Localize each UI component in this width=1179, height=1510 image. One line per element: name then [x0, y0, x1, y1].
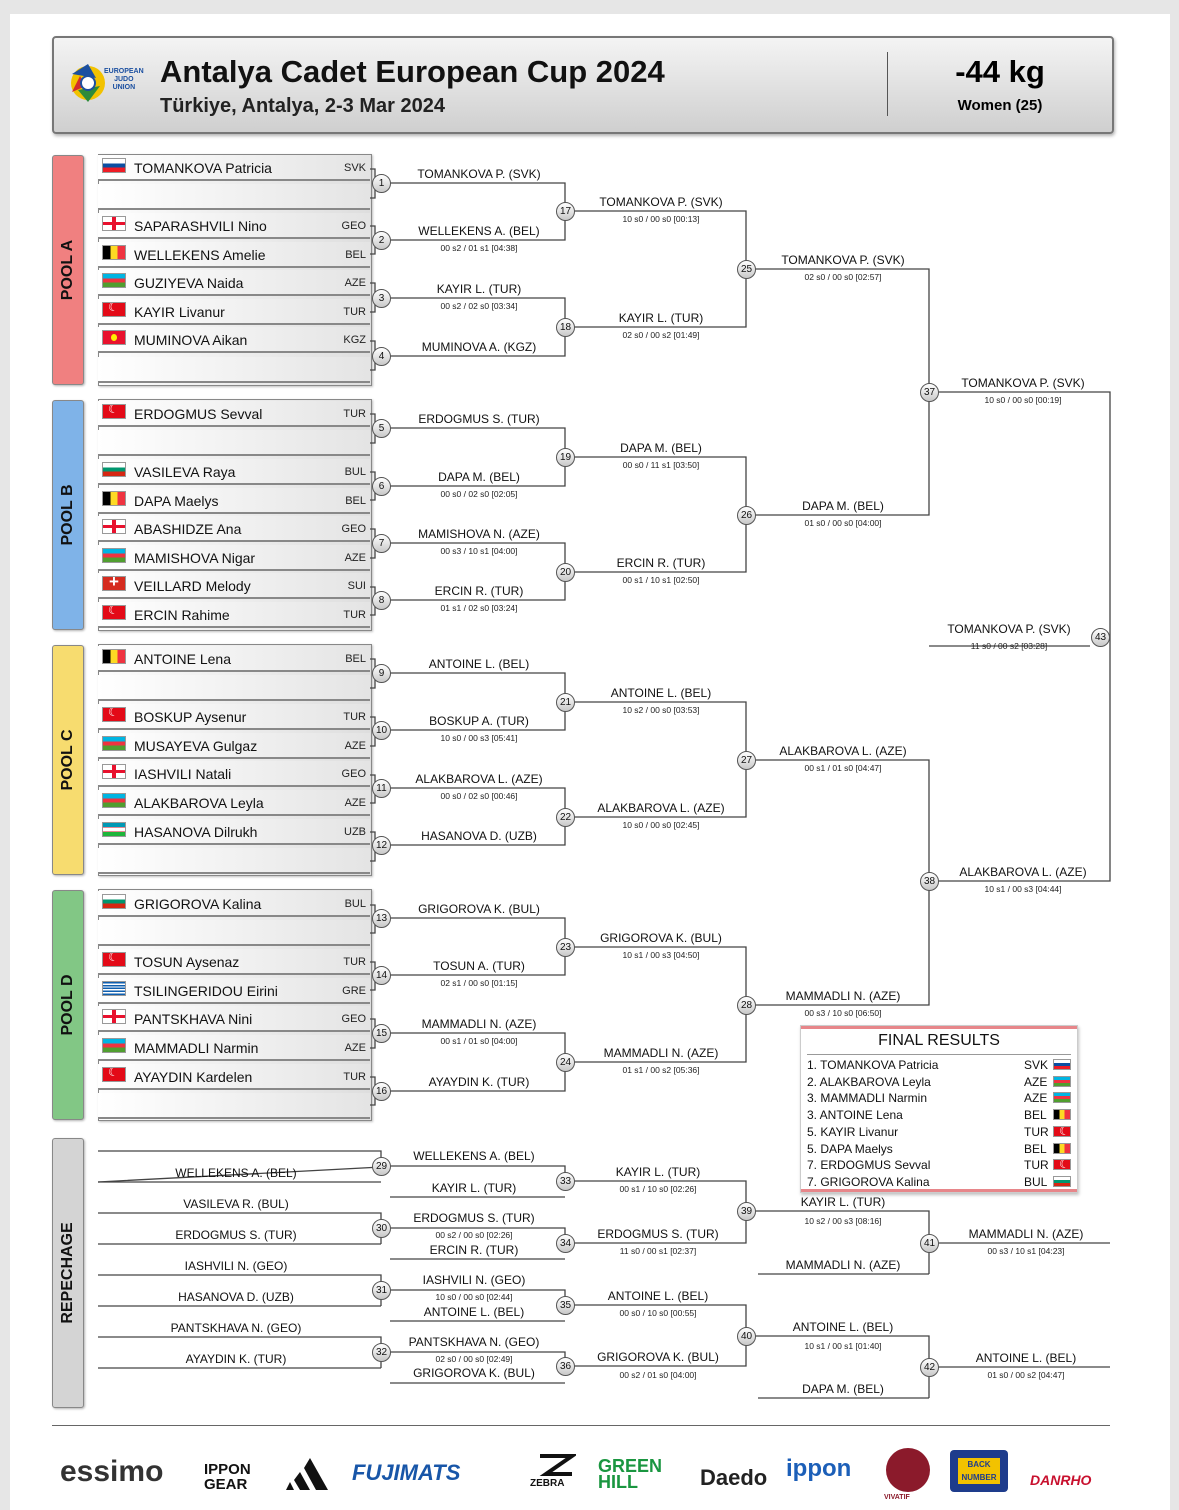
match-score: 00 s1 / 01 s0 [04:47]: [804, 763, 882, 773]
match-winner: ERDOGMUS S. (TUR): [418, 412, 540, 426]
bracket-line: [938, 637, 1110, 881]
match-winner: ERCIN R. (TUR): [434, 584, 524, 598]
match-number-circle: 18: [556, 318, 575, 337]
athlete-name: PANTSKHAVA Nini: [134, 1011, 253, 1027]
result-row: [807, 1090, 1071, 1106]
match-number-circle: 7: [372, 534, 391, 553]
athlete-nation: UZB: [344, 826, 366, 838]
aze-flag-icon: [1053, 1092, 1071, 1103]
match-winner: DAPA M. (BEL): [802, 499, 884, 513]
athlete-name: WELLEKENS Amelie: [134, 247, 266, 263]
match-score: 01 s0 / 00 s0 [04:00]: [804, 518, 882, 528]
bel-flag-icon: [1053, 1143, 1071, 1154]
match-score: 10 s2 / 00 s0 [03:53]: [622, 705, 700, 715]
sponsor-green-hill: GREEN HILL: [598, 1456, 663, 1492]
athlete-nation: AZE: [344, 277, 366, 289]
gender-category: Women (25): [957, 97, 1043, 114]
result-row: [807, 1174, 1071, 1190]
repechage-score: 10 s1 / 00 s1 [01:40]: [804, 1341, 882, 1351]
athlete-name: BOSKUP Aysenur: [134, 709, 247, 725]
athlete-name: ALAKBAROVA Leyla: [134, 795, 264, 811]
bracket-line: [755, 269, 929, 392]
match-winner: KAYIR L. (TUR): [436, 282, 522, 296]
repechage-late-entrant: GRIGOROVA K. (BUL): [413, 1366, 535, 1380]
match-score: 00 s3 / 10 s1 [04:00]: [440, 546, 518, 556]
athlete-name: SAPARASHVILI Nino: [134, 218, 267, 234]
athlete-name: GRIGOROVA Kalina: [134, 896, 262, 912]
repechage-entrant: ERDOGMUS S. (TUR): [175, 1228, 297, 1242]
match-number-circle: 22: [556, 808, 575, 827]
bracket-line: [755, 760, 929, 881]
match-winner: MAMMADLI N. (AZE): [421, 1017, 537, 1031]
athlete-name: DAPA Maelys: [134, 493, 219, 509]
match-winner: HASANOVA D. (UZB): [421, 829, 537, 843]
match-number-circle: 26: [737, 506, 756, 525]
results-bottom-bar: [801, 1189, 1077, 1192]
result-nation: AZE: [1024, 1074, 1048, 1089]
match-score: 00 s0 / 02 s0 [02:05]: [440, 489, 518, 499]
bracket-line: [938, 392, 1110, 637]
match-winner: TOMANKOVA P. (SVK): [417, 167, 541, 181]
match-score: 02 s1 / 00 s0 [01:15]: [440, 978, 518, 988]
sponsor-ippon-gear: IPPON GEAR: [204, 1461, 251, 1493]
result-row: [807, 1124, 1071, 1140]
bronze-opponent: DAPA M. (BEL): [802, 1382, 884, 1396]
athlete-name: ANTOINE Lena: [134, 651, 232, 667]
athlete-name: ABASHIDZE Ana: [134, 521, 242, 537]
tur-flag-icon: [1053, 1159, 1071, 1170]
svk-flag-icon: [1053, 1059, 1071, 1070]
athlete-nation: AZE: [344, 797, 366, 809]
tur-flag-icon: [1053, 1126, 1071, 1137]
match-winner: AYAYDIN K. (TUR): [428, 1075, 530, 1089]
match-score: 00 s0 / 02 s0 [00:46]: [440, 791, 518, 801]
match-winner: ALAKBAROVA L. (AZE): [597, 801, 725, 815]
match-number-circle: 8: [372, 591, 391, 610]
match-winner: MAMISHOVA N. (AZE): [418, 527, 540, 541]
weight-category: -44 kg: [955, 54, 1045, 89]
event-title: Antalya Cadet European Cup 2024: [160, 54, 665, 89]
bracket-line: [390, 918, 565, 947]
athlete-nation: TUR: [343, 1071, 366, 1083]
result-nation: AZE: [1024, 1091, 1048, 1106]
aze-flag-icon: [1053, 1076, 1071, 1087]
bracket-line: [390, 183, 565, 211]
pool-a-label: POOL A: [59, 239, 76, 301]
match-number-circle: 24: [556, 1053, 575, 1072]
athlete-name: MAMISHOVA Nigar: [134, 550, 256, 566]
match-winner: ANTOINE L. (BEL): [610, 686, 712, 700]
match-number-circle: 1: [372, 174, 391, 193]
match-winner: TOMANKOVA P. (SVK): [781, 253, 905, 267]
athlete-nation: BUL: [344, 898, 366, 910]
match-score: 00 s2 / 02 s0 [03:34]: [440, 301, 518, 311]
match-number-circle: 16: [372, 1082, 391, 1101]
event-subtitle: Türkiye, Antalya, 2-3 Mar 2024: [160, 95, 445, 117]
match-number-circle: 27: [737, 751, 756, 770]
result-nation: TUR: [1024, 1158, 1049, 1173]
repechage-score: 11 s0 / 00 s1 [02:37]: [619, 1246, 697, 1256]
result-nation: TUR: [1024, 1124, 1049, 1139]
match-number-circle: 9: [372, 664, 391, 683]
match-number-circle: 15: [372, 1024, 391, 1043]
result-name: 1. TOMANKOVA Patricia: [807, 1058, 939, 1072]
athlete-nation: GEO: [341, 220, 366, 232]
sponsor-vivatif: VIVATIF: [884, 1494, 910, 1501]
athlete-nation: GEO: [341, 523, 366, 535]
result-name: 2. ALAKBAROVA Leyla: [807, 1074, 931, 1089]
match-winner: MAMMADLI N. (AZE): [603, 1046, 719, 1060]
logo-text-3: UNION: [112, 84, 136, 91]
match-number-circle: 4: [372, 347, 391, 366]
athlete-nation: TUR: [343, 711, 366, 723]
match-number-circle: 34: [556, 1234, 575, 1253]
repechage-winner: KAYIR L. (TUR): [615, 1165, 701, 1179]
match-winner: BOSKUP A. (TUR): [429, 714, 529, 728]
match-number-circle: 10: [372, 721, 391, 740]
bul-flag-icon: [1053, 1176, 1071, 1187]
match-winner: DAPA M. (BEL): [438, 470, 520, 484]
match-number-circle: 14: [372, 966, 391, 985]
athlete-nation: BEL: [345, 495, 366, 507]
athlete-nation: BEL: [345, 653, 366, 665]
match-score: 00 s1 / 10 s1 [02:50]: [622, 575, 700, 585]
bracket-line: [390, 1166, 565, 1181]
results-top-bar: [801, 1026, 1077, 1029]
repechage-entrant: IASHVILI N. (GEO): [184, 1259, 288, 1273]
athlete-nation: BUL: [344, 466, 366, 478]
match-score: 10 s1 / 00 s3 [04:50]: [622, 950, 700, 960]
result-nation: SVK: [1024, 1058, 1049, 1072]
repechage-late-entrant: ANTOINE L. (BEL): [423, 1305, 525, 1319]
match-winner: MAMMADLI N. (AZE): [785, 989, 901, 1003]
athlete-nation: KGZ: [343, 334, 366, 346]
repechage-winner: ANTOINE L. (BEL): [607, 1289, 709, 1303]
final-results-panel: [800, 1025, 1078, 1193]
athlete-name: TSILINGERIDOU Eirini: [134, 983, 278, 999]
match-winner: ANTOINE L. (BEL): [428, 657, 530, 671]
match-number-circle: 23: [556, 938, 575, 957]
bracket-line: [755, 392, 929, 515]
result-nation: BUL: [1024, 1174, 1048, 1189]
athlete-nation: TUR: [343, 306, 366, 318]
repechage-winner: PANTSKHAVA N. (GEO): [408, 1335, 540, 1349]
match-score: 02 s0 / 00 s2 [01:49]: [622, 330, 700, 340]
match-score: 01 s1 / 02 s0 [03:24]: [440, 603, 518, 613]
sponsor-danrho: DANRHO: [1030, 1472, 1092, 1488]
repechage-score: 00 s1 / 10 s0 [02:26]: [619, 1184, 697, 1194]
footer-divider: [52, 1425, 1110, 1426]
athlete-nation: AZE: [344, 1042, 366, 1054]
match-score: 10 s0 / 00 s0 [00:19]: [984, 395, 1062, 405]
match-winner: TOSUN A. (TUR): [433, 959, 525, 973]
repechage-late-entrant: KAYIR L. (TUR): [431, 1181, 517, 1195]
athlete-name: IASHVILI Natali: [134, 766, 232, 782]
athlete-name: MUSAYEVA Gulgaz: [134, 738, 258, 754]
result-name: 3. MAMMADLI Narmin: [807, 1091, 928, 1106]
match-score: 00 s3 / 10 s0 [06:50]: [804, 1008, 882, 1018]
athlete-name: ERCIN Rahime: [134, 607, 230, 623]
result-nation: BEL: [1024, 1108, 1047, 1123]
pool-c-label: POOL C: [59, 729, 76, 791]
sponsor-essimo: essimo: [60, 1455, 164, 1488]
athlete-name: MUMINOVA Aikan: [134, 332, 248, 348]
final-results-title: FINAL RESULTS: [878, 1032, 1000, 1049]
match-number-circle: 20: [556, 563, 575, 582]
zebra-icon: [536, 1452, 576, 1478]
repechage-winner: MAMMADLI N. (AZE): [968, 1227, 1084, 1241]
repechage-score: 00 s0 / 10 s0 [00:55]: [619, 1308, 697, 1318]
match-winner: GRIGOROVA K. (BUL): [418, 902, 540, 916]
repechage-winner: ANTOINE L. (BEL): [975, 1351, 1077, 1365]
result-name: 3. ANTOINE Lena: [807, 1108, 903, 1123]
match-number-circle: 36: [556, 1357, 575, 1376]
repechage-entrant: AYAYDIN K. (TUR): [185, 1352, 287, 1366]
athlete-name: MAMMADLI Narmin: [134, 1040, 259, 1056]
sponsor-ippon: ippon: [786, 1455, 852, 1482]
athlete-nation: SUI: [347, 580, 366, 592]
match-score: 10 s0 / 00 s0 [02:45]: [622, 820, 700, 830]
match-number-circle: 17: [556, 202, 575, 221]
match-winner: TOMANKOVA P. (SVK): [947, 622, 1071, 636]
repechage-entrant: HASANOVA D. (UZB): [178, 1290, 294, 1304]
athlete-nation: AZE: [344, 552, 366, 564]
match-number-circle: 19: [556, 448, 575, 467]
match-number-circle: 35: [556, 1296, 575, 1315]
repechage-label: REPECHAGE: [59, 1222, 76, 1324]
pool-b-label: POOL B: [59, 484, 76, 546]
athlete-name: GUZIYEVA Naida: [134, 275, 244, 291]
athlete-name: KAYIR Livanur: [134, 304, 225, 320]
result-nation: BEL: [1024, 1141, 1047, 1156]
athlete-nation: GEO: [341, 768, 366, 780]
match-winner: ALAKBAROVA L. (AZE): [415, 772, 543, 786]
repechage-winner: WELLEKENS A. (BEL): [413, 1149, 535, 1163]
result-row: [807, 1057, 1071, 1073]
repechage-score: 00 s2 / 01 s0 [04:00]: [619, 1370, 697, 1380]
logo-text-1: EUROPEAN: [104, 68, 144, 75]
repechage-entrant: VASILEVA R. (BUL): [183, 1197, 289, 1211]
athlete-nation: TUR: [343, 956, 366, 968]
bracket-line: [390, 673, 565, 702]
match-winner: ALAKBAROVA L. (AZE): [779, 744, 907, 758]
vivatif-logo: [886, 1448, 930, 1492]
bel-flag-icon: [1053, 1109, 1071, 1120]
result-row: [807, 1074, 1071, 1090]
repechage-entrant: WELLEKENS A. (BEL): [175, 1166, 297, 1180]
match-winner: ALAKBAROVA L. (AZE): [959, 865, 1087, 879]
athlete-nation: GRE: [342, 985, 366, 997]
match-number-circle: 40: [737, 1327, 756, 1346]
match-score: 11 s0 / 00 s2 [03:28]: [970, 641, 1048, 651]
match-winner: DAPA M. (BEL): [620, 441, 702, 455]
match-winner: KAYIR L. (TUR): [618, 311, 704, 325]
match-winner: GRIGOROVA K. (BUL): [600, 931, 722, 945]
match-score: 10 s0 / 00 s3 [05:41]: [440, 733, 518, 743]
match-number-circle: 42: [920, 1358, 939, 1377]
bronze-opponent: MAMMADLI N. (AZE): [785, 1258, 901, 1272]
athlete-nation: GEO: [341, 1013, 366, 1025]
repechage-score: 02 s0 / 00 s0 [02:49]: [435, 1354, 513, 1364]
result-name: 5. DAPA Maelys: [807, 1141, 893, 1156]
athlete-name: VEILLARD Melody: [134, 578, 251, 594]
match-score: 01 s1 / 00 s2 [05:36]: [622, 1065, 700, 1075]
match-number-circle: 25: [737, 260, 756, 279]
repechage-score: 10 s2 / 00 s3 [08:16]: [804, 1216, 882, 1226]
match-number-circle: 6: [372, 477, 391, 496]
athlete-name: AYAYDIN Kardelen: [134, 1069, 253, 1085]
athlete-nation: SVK: [343, 162, 366, 174]
match-number-circle: 33: [556, 1172, 575, 1191]
match-number-circle: 12: [372, 836, 391, 855]
match-number-circle: 32: [372, 1343, 391, 1362]
match-score: 00 s1 / 01 s0 [04:00]: [440, 1036, 518, 1046]
match-winner: TOMANKOVA P. (SVK): [599, 195, 723, 209]
match-number-circle: 41: [920, 1234, 939, 1253]
repechage-score: 10 s0 / 00 s0 [02:44]: [435, 1292, 513, 1302]
match-number-circle: 2: [372, 231, 391, 250]
repechage-winner: ERDOGMUS S. (TUR): [597, 1227, 719, 1241]
match-score: 00 s0 / 11 s1 [03:50]: [622, 460, 700, 470]
bracket-line: [390, 428, 565, 457]
pool-d-label: POOL D: [59, 974, 76, 1036]
repechage-late-entrant: ERCIN R. (TUR): [429, 1243, 519, 1257]
repechage-score: 00 s3 / 10 s1 [04:23]: [987, 1246, 1065, 1256]
match-winner: WELLEKENS A. (BEL): [418, 224, 540, 238]
repechage-winner: IASHVILI N. (GEO): [422, 1273, 526, 1287]
repechage-entrant: PANTSKHAVA N. (GEO): [170, 1321, 302, 1335]
athlete-name: HASANOVA Dilrukh: [134, 824, 258, 840]
athlete-nation: BEL: [345, 249, 366, 261]
result-row: [807, 1141, 1071, 1157]
match-winner: TOMANKOVA P. (SVK): [961, 376, 1085, 390]
repechage-winner: ANTOINE L. (BEL): [792, 1320, 894, 1334]
repechage-winner: GRIGOROVA K. (BUL): [597, 1350, 719, 1364]
match-number-circle: 38: [920, 872, 939, 891]
result-name: 5. KAYIR Livanur: [807, 1124, 899, 1139]
back-number-logo: [950, 1450, 1008, 1492]
match-number-circle: 13: [372, 909, 391, 928]
match-number-circle: 43: [1091, 628, 1110, 647]
match-number-circle: 11: [372, 779, 391, 798]
match-score: 10 s0 / 00 s0 [00:13]: [622, 214, 700, 224]
athlete-nation: AZE: [344, 740, 366, 752]
sponsor-adidas-logo: [284, 1456, 338, 1492]
athlete-name: VASILEVA Raya: [134, 464, 236, 480]
athlete-nation: TUR: [343, 408, 366, 420]
match-number-circle: 29: [372, 1157, 391, 1176]
sponsor-daedo: Daedo: [700, 1465, 768, 1490]
sponsor-back-number: BACK NUMBER: [958, 1458, 1000, 1484]
match-number-circle: 39: [737, 1202, 756, 1221]
repechage-winner: ERDOGMUS S. (TUR): [413, 1211, 535, 1225]
match-winner: MUMINOVA A. (KGZ): [421, 340, 537, 354]
athlete-name: TOMANKOVA Patricia: [134, 160, 272, 176]
match-number-circle: 31: [372, 1281, 391, 1300]
match-number-circle: 3: [372, 289, 391, 308]
match-score: 10 s1 / 00 s3 [04:44]: [984, 884, 1062, 894]
repechage-winner: KAYIR L. (TUR): [800, 1195, 886, 1209]
match-number-circle: 37: [920, 383, 939, 402]
sponsor-zebra: ZEBRA: [530, 1478, 565, 1489]
repechage-score: 00 s2 / 00 s0 [02:26]: [435, 1230, 513, 1240]
results-divider: [807, 1054, 1071, 1055]
result-row: [807, 1107, 1071, 1123]
result-name: 7. ERDOGMUS Sevval: [807, 1158, 931, 1173]
athlete-name: ERDOGMUS Sevval: [134, 406, 263, 422]
bracket-line: [755, 881, 929, 1005]
match-number-circle: 28: [737, 996, 756, 1015]
result-name: 7. GRIGOROVA Kalina: [807, 1174, 930, 1189]
match-number-circle: 21: [556, 693, 575, 712]
match-score: 00 s2 / 01 s1 [04:38]: [440, 243, 518, 253]
result-row: [807, 1157, 1071, 1173]
athlete-name: TOSUN Aysenaz: [134, 954, 240, 970]
match-score: 02 s0 / 00 s0 [02:57]: [804, 272, 882, 282]
logo-text-2: JUDO: [114, 76, 134, 83]
repechage-score: 01 s0 / 00 s2 [04:47]: [987, 1370, 1065, 1380]
sponsor-fujimats: FUJIMATS: [352, 1460, 461, 1485]
match-winner: ERCIN R. (TUR): [616, 556, 706, 570]
match-number-circle: 30: [372, 1219, 391, 1238]
match-number-circle: 5: [372, 419, 391, 438]
athlete-nation: TUR: [343, 609, 366, 621]
